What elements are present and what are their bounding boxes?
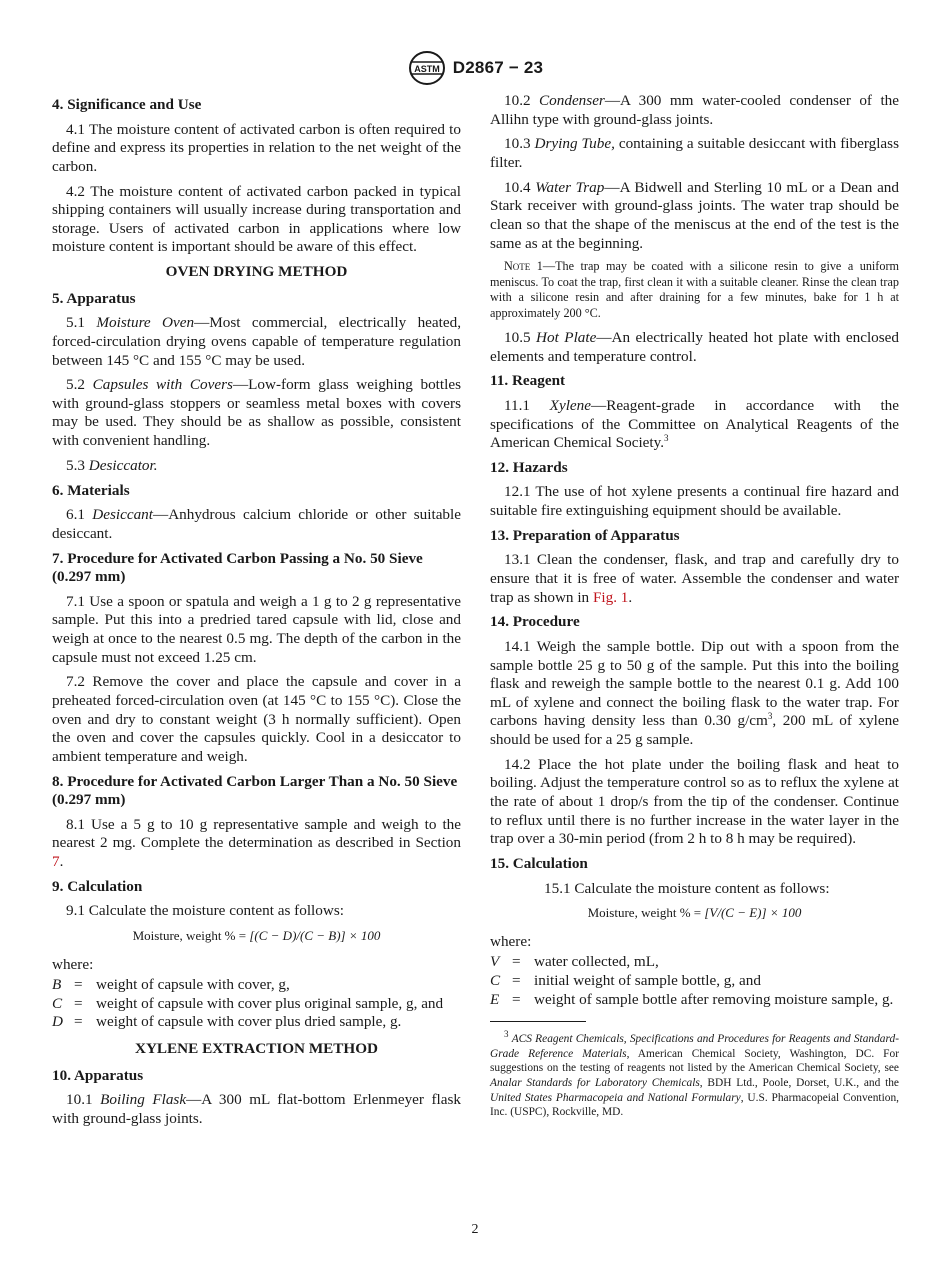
section-12-title: 12. Hazards: [490, 458, 568, 476]
section-13-title: 13. Preparation of Apparatus: [490, 526, 680, 544]
footnote-divider: [490, 1021, 586, 1022]
section-8-title: 8. Procedure for Activated Carbon Larger Than a No. 50 Sieve (0.297 mm): [52, 772, 458, 809]
section-10-title: 10. Apparatus: [52, 1066, 144, 1084]
para-8-1: 8.1 Use a 5 g to 10 g representative sample and weigh to the nearest 2 mg. Complete the determination as described in Section 7.: [52, 815, 461, 870]
footnote-ref-3[interactable]: 3: [664, 433, 669, 444]
para-10-1: 10.1 Boiling Flask—A 300 mL flat-bottom Erlenmeyer flask with ground-glass joints.: [52, 1091, 462, 1127]
definition-c-2: C = initial weight of sample bottle, g, and: [490, 972, 761, 990]
para-10-4: 10.4 Water Trap—A Bidwell and Sterling 10 mL or a Dean and Stark receiver with ground-glass joints. The water trap should be clean so that the shape of the meniscus at the end of the test is the same as at the beginning.: [490, 178, 899, 252]
para-4-1: 4.1 The moisture content of activated carbon is often required to define and express its properties in relation to the net weight of the carbon.: [52, 120, 461, 175]
page-number: 2: [471, 1222, 479, 1237]
para-10-3: 10.3 Drying Tube, containing a suitable desiccant with fiberglass filter.: [490, 135, 899, 171]
para-10-5: 10.5 Hot Plate—An electrically heated hot plate with enclosed elements and temperature control.: [490, 328, 899, 365]
para-10-2: 10.2 Condenser—A 300 mm water-cooled condenser of the Allihn type with ground-glass joints.: [490, 92, 899, 128]
section-11-title: 11. Reagent: [490, 372, 566, 390]
para-7-2: 7.2 Remove the cover and place the capsule and cover in a preheated forced-circulation oven (at 145 °C to 155 °C). Close the oven and dry to constant weight (3 h normally sufficient). Open the oven and cover the capsules quickly. Cool in a desiccator to ambient temperature and weigh.: [52, 673, 461, 765]
footnote-3: $^3$ ACS Reagent Chemicals, Specifications and Procedures for Reagents and Standard-Grade Reference Materials, American Chemical Society, Washington, DC. For suggestions on the testing of reagents not listed by the American Chemical Society, see Analar Standards for Laboratory Chemicals, BDH Ltd., Poole, Dorset, U.K., and the United States Pharmacopeia and National Formulary, U.S. Pharmacopeial Convention, Inc. (USPC), Rockville, MD.: [490, 1029, 900, 1119]
definition-b: B = weight of capsule with cover, g,: [52, 976, 290, 994]
document-number: D2867 − 23: [452, 57, 544, 77]
para-7-1: 7.1 Use a spoon or spatula and weigh a 1 g to 2 g representative sample. Put this into a predried tared capsule with lid, close and weigh at once to the nearest 0.5 mg. The depth of the carbon in the capsule must not exceed 1.25 cm.: [52, 592, 461, 666]
page-header: [0, 48, 950, 88]
para-15-1: 15.1 Calculate the moisture content as follows:: [544, 879, 830, 897]
para-4-2: 4.2 The moisture content of activated carbon packed in typical shipping containers will usually increase during transportation and storage. Users of activated carbon in applications where low moisture content is important should be aware of this effect.: [52, 182, 461, 256]
where-label: where:: [52, 955, 94, 973]
para-14-1: 14.1 Weigh the sample bottle. Dip out with a spoon from the sample bottle 25 g to 50 g of the sample. Put this into the boiling flask and reweigh the sample bottle to the nearest 0.1 g. Add 100 mL of xylene and connect the boiling flask to the water trap. For carbons having density less than 0.30 $g/cm^3$, 200 mL of xylene should be used for a 25 g sample.: [490, 638, 899, 748]
section-7-title: 7. Procedure for Activated Carbon Passing a No. 50 Sieve (0.297 mm): [52, 549, 423, 586]
astm-logo-icon: [407, 50, 447, 86]
definition-d: D = weight of capsule with cover plus dried sample, g.: [52, 1013, 402, 1031]
section-9-title: 9. Calculation: [52, 877, 143, 895]
para-12-1: 12.1 The use of hot xylene presents a continual fire hazard and suitable fire extinguishing equipment should be available.: [490, 483, 899, 520]
definition-v: V = water collected, mL,: [490, 953, 659, 971]
para-14-2: 14.2 Place the hot plate under the boiling flask and heat to boiling. Adjust the temperature control so as to reflux the xylene at the rate of about 1 drop/s from the tip of the condenser. Continue to reflux until there is no further increase in the water layer in the trap over a 30-min period (from 2 h to 8 h may be required).: [490, 755, 899, 848]
note-1: Note 1—The trap may be coated with a silicone resin to give a uniform meniscus. To coat the trap, first clean it with a suitable cleaner. Rinse the clean trap with a silicone resin and after draining for a few minutes, bake for 1 h at approximately 200 °C.: [490, 259, 900, 320]
definition-list-2: [490, 953, 899, 1009]
section-15-title: 15. Calculation: [490, 854, 588, 872]
equation-2: Moisture, weight % = [V/(C − E)] × 100: [587, 905, 802, 921]
para-6-1: 6.1 Desiccant—Anhydrous calcium chloride or other suitable desiccant.: [52, 506, 461, 542]
definition-c: C = weight of capsule with cover plus original sample, g, and: [52, 994, 444, 1012]
section-7-link[interactable]: 7: [52, 852, 60, 870]
para-9-1: 9.1 Calculate the moisture content as follows:: [66, 902, 344, 920]
para-5-3: 5.3 Desiccator.: [66, 456, 158, 474]
figure-1-link[interactable]: Fig. 1: [592, 588, 629, 606]
section-5-title: 5. Apparatus: [52, 289, 136, 307]
xylene-extraction-method-title: XYLENE EXTRACTION METHOD: [134, 1040, 379, 1057]
section-6-title: 6. Materials: [52, 481, 130, 499]
left-column: [52, 92, 461, 1135]
right-column: [490, 92, 899, 1120]
section-4-title: 4. Significance and Use: [52, 96, 202, 113]
logo-text: ASTM: [414, 64, 440, 74]
oven-drying-method-title: OVEN DRYING METHOD: [165, 263, 348, 281]
definition-e: E = weight of sample bottle after removing moisture sample, g.: [490, 990, 894, 1008]
para-13-1: 13.1 Clean the condenser, flask, and trap and carefully dry to ensure that it is free of water. Assemble the condenser and water trap as shown in Fig. 1.: [490, 551, 899, 606]
para-5-1: 5.1 Moisture Oven—Most commercial, electrically heated, forced-circulation drying ovens capable of temperature regulation between 145 °C and 155 °C may be used.: [52, 314, 461, 369]
where-label-2: where:: [490, 932, 532, 950]
equation-1: Moisture, weight % = [(C − D)/(C − B)] × 100: [132, 928, 381, 944]
definition-list: [52, 976, 461, 1032]
para-5-2: 5.2 Capsules with Covers—Low-form glass weighing bottles with ground-glass stoppers or seamless metal boxes with covers may be used. They should be as shallow as possible, consistent with convenient handling.: [52, 376, 461, 450]
section-14-title: 14. Procedure: [490, 613, 580, 631]
para-11-1: 11.1 Xylene—Reagent-grade in accordance with the specifications of the Committee on Analytical Reagents of the American Chemical Society.$^3$: [490, 396, 899, 452]
